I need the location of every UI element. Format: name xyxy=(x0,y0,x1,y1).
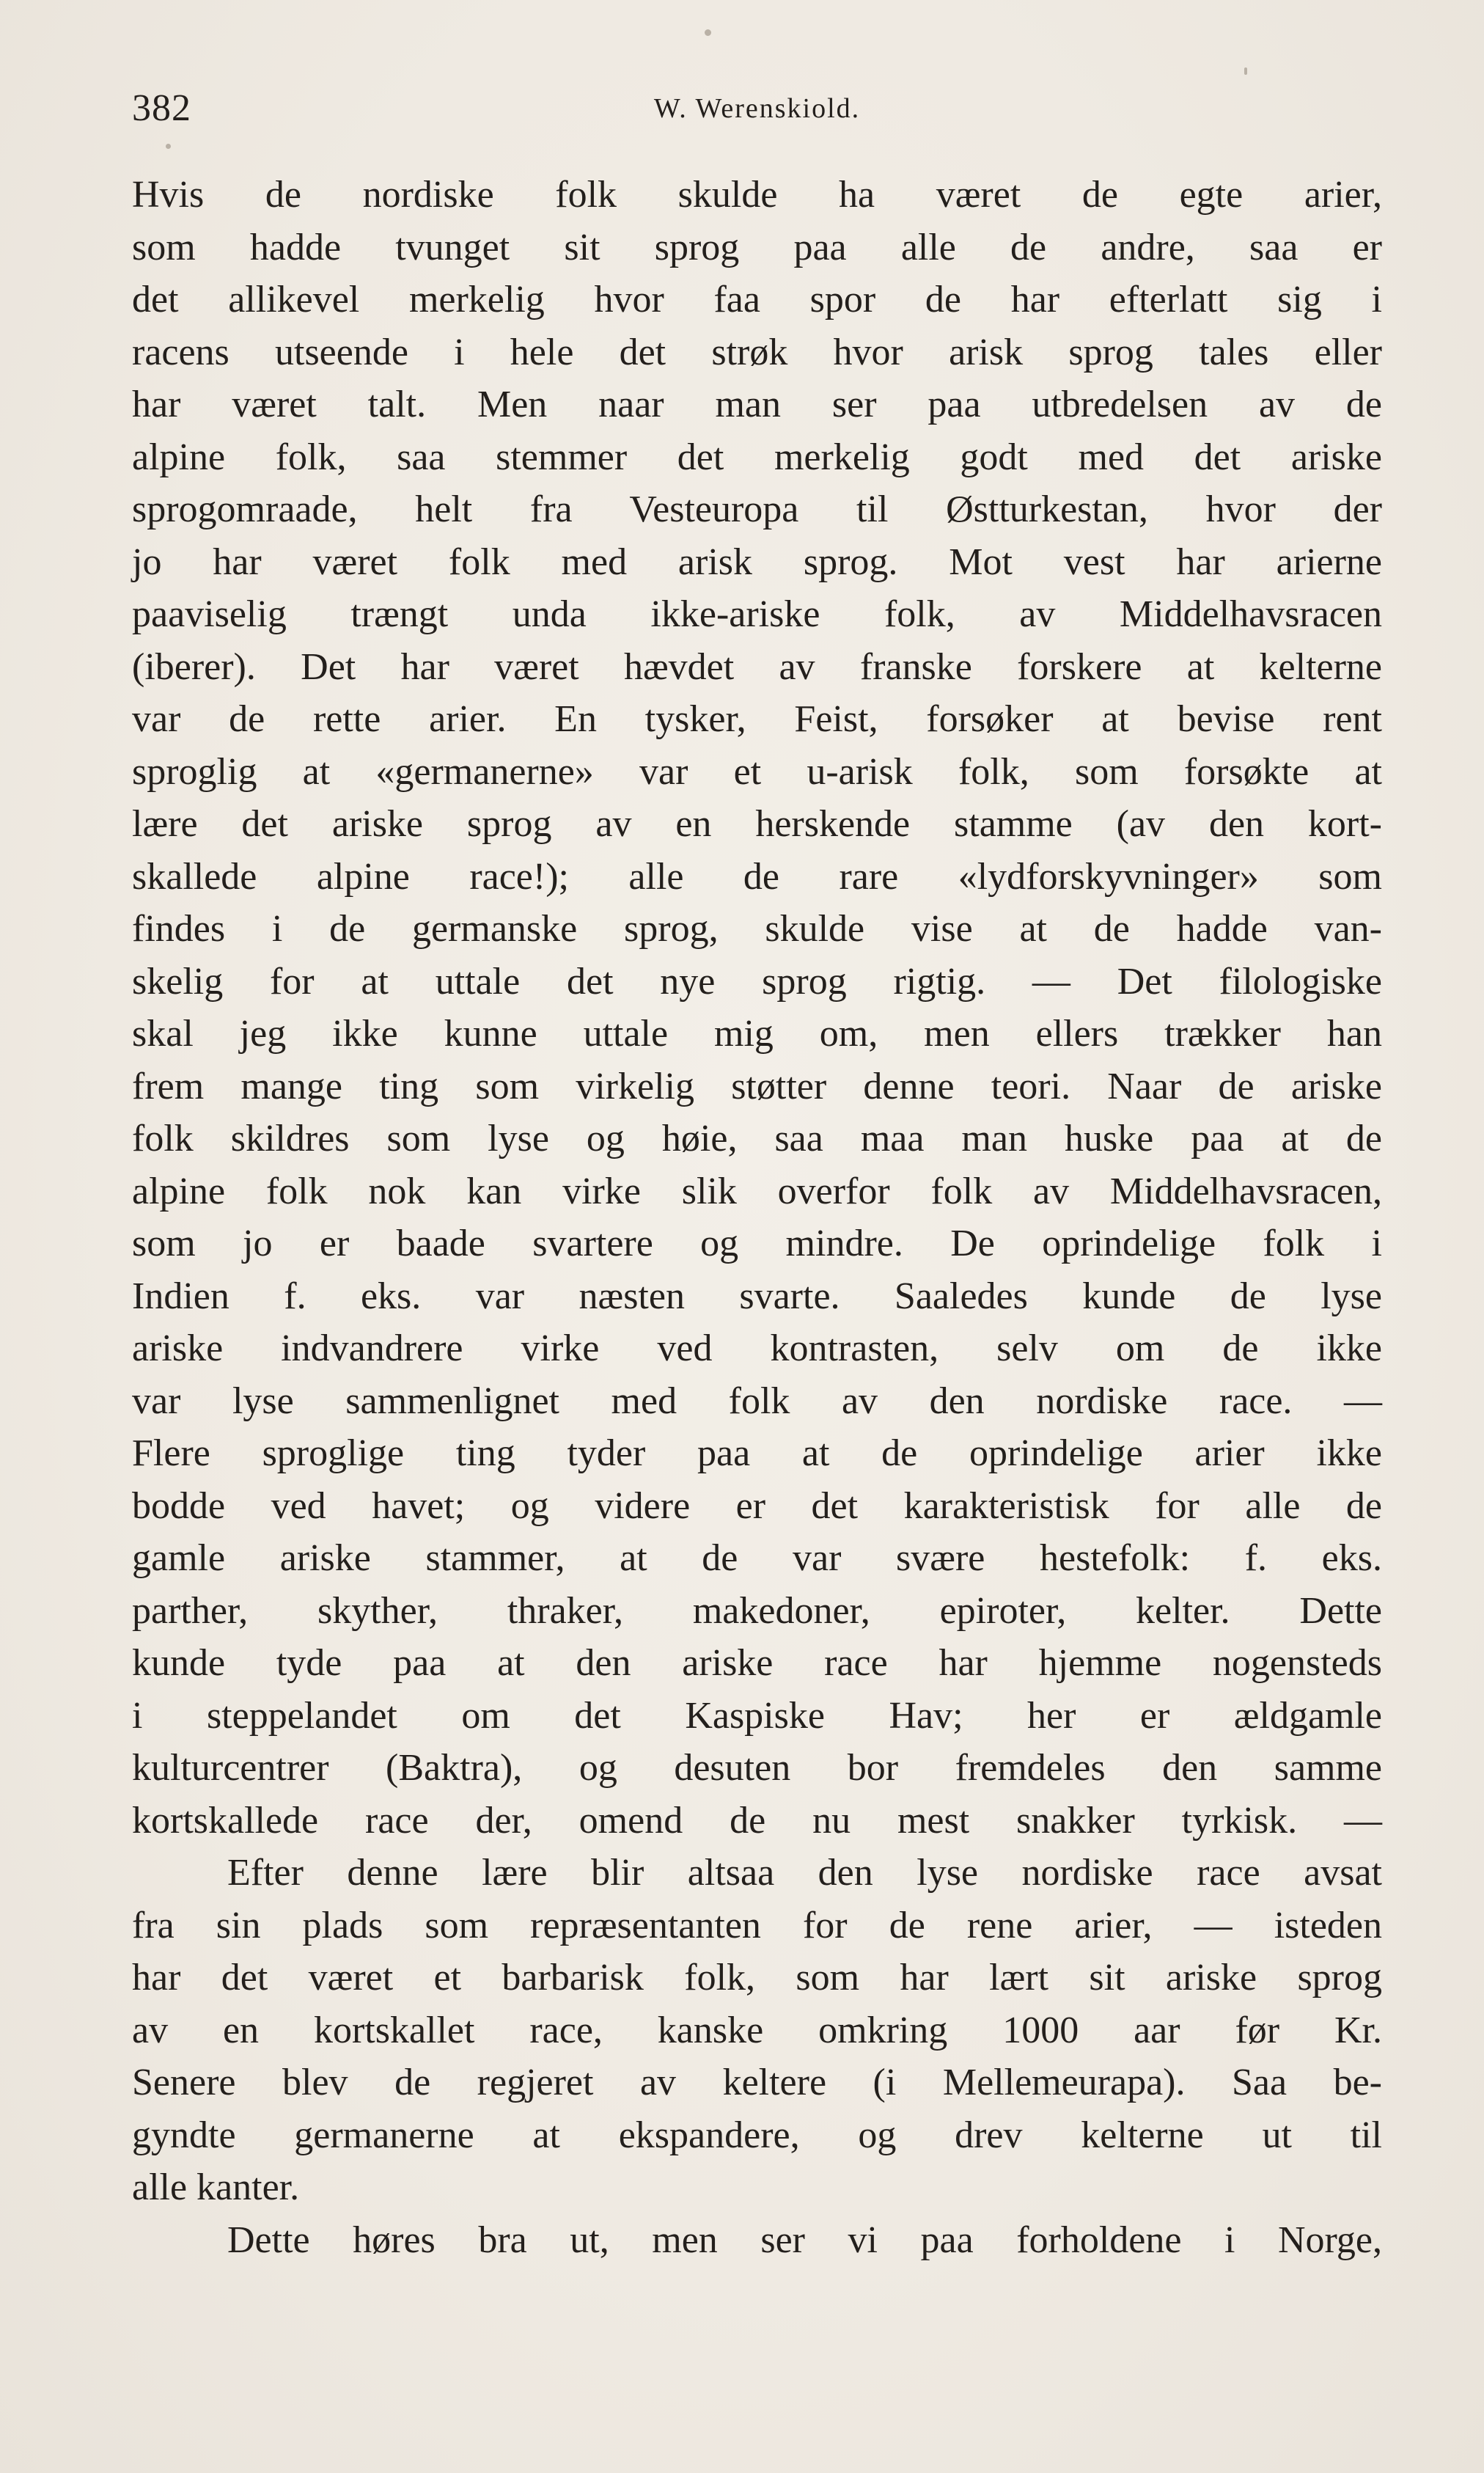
text-line: var lyse sammenlignet med folk av den nordiske race. — xyxy=(132,1380,1382,1422)
text-line: bodde ved havet; og videre er det karakteristisk for alle de xyxy=(132,1484,1382,1527)
text-line: frem mange ting som virkelig støtter denne teori. Naar de ariske xyxy=(132,1065,1382,1107)
text-line: Dette høres bra ut, men ser vi paa forholdene i Norge, xyxy=(227,2219,1382,2261)
text-line: har været talt. Men naar man ser paa utbredelsen av de xyxy=(132,384,1382,425)
text-line: findes i de germanske sprog, skulde vise at de hadde van- xyxy=(132,908,1382,950)
paper-speck xyxy=(166,144,171,149)
text-line: alpine folk, saa stemmer det merkelig godt med det ariske xyxy=(132,436,1382,478)
text-line: Indien f. eks. var næsten svarte. Saaledes kunde de lyse xyxy=(132,1275,1382,1317)
text-line: som hadde tvunget sit sprog paa alle de andre, saa er xyxy=(132,226,1382,268)
text-line: gamle ariske stammer, at de var svære hestefolk: f. eks. xyxy=(132,1537,1382,1579)
text-line: har det været et barbarisk folk, som har lært sit ariske sprog xyxy=(132,1957,1382,1998)
text-line: alle kanter. xyxy=(132,2166,300,2208)
text-line: Efter denne lære blir altsaa den lyse nordiske race avsat xyxy=(227,1852,1382,1894)
page-number: 382 xyxy=(132,87,191,129)
text-line: var de rette arier. En tysker, Feist, forsøker at bevise rent xyxy=(132,698,1382,740)
text-line: det allikevel merkelig hvor faa spor de har efterlatt sig i xyxy=(132,279,1382,320)
text-line: (iberer). Det har været hævdet av franske forskere at kelterne xyxy=(132,645,1382,688)
text-line: som jo er baade svartere og mindre. De oprindelige folk i xyxy=(132,1223,1382,1264)
text-line: alpine folk nok kan virke slik overfor folk av Middelhavsracen, xyxy=(132,1170,1382,1212)
text-line: Hvis de nordiske folk skulde ha været de egte arier, xyxy=(132,174,1382,216)
text-line: folk skildres som lyse og høie, saa maa man huske paa at de xyxy=(132,1118,1382,1159)
text-line: i steppelandet om det Kaspiske Hav; her er ældgamle xyxy=(132,1694,1382,1737)
text-line: sproglig at «germanerne» var et u-arisk folk, som forsøkte at xyxy=(132,750,1382,793)
running-title: W. Werenskiold. xyxy=(653,93,861,124)
text-line: kortskallede race der, omend de nu mest snakker tyrkisk. — xyxy=(132,1799,1382,1842)
text-line: kunde tyde paa at den ariske race har hjemme nogensteds xyxy=(132,1642,1382,1684)
body-text xyxy=(132,169,1382,2266)
text-line: kulturcentrer (Baktra), og desuten bor fremdeles den samme xyxy=(132,1747,1382,1789)
text-line: jo har været folk med arisk sprog. Mot vest har arierne xyxy=(132,541,1382,583)
running-head xyxy=(132,87,1382,138)
text-line: ariske indvandrere virke ved kontrasten, selv om de ikke xyxy=(132,1327,1382,1369)
text-line: fra sin plads som repræsentanten for de rene arier, — isteden xyxy=(132,1904,1382,1946)
text-line: av en kortskallet race, kanske omkring 1000 aar før Kr. xyxy=(132,2009,1382,2051)
paper-speck xyxy=(705,29,711,36)
text-line: racens utseende i hele det strøk hvor arisk sprog tales eller xyxy=(132,331,1382,373)
text-line: skal jeg ikke kunne uttale mig om, men ellers trækker han xyxy=(132,1013,1382,1055)
text-line: gyndte germanerne at ekspandere, og drev kelterne ut til xyxy=(132,2114,1382,2156)
text-line: paaviselig trængt unda ikke-ariske folk, av Middelhavsracen xyxy=(132,593,1382,635)
text-line: skelig for at uttale det nye sprog rigtig. — Det filologiske xyxy=(132,960,1382,1003)
text-line: lære det ariske sprog av en herskende stamme (av den kort- xyxy=(132,803,1382,845)
text-line: Flere sproglige ting tyder paa at de oprindelige arier ikke xyxy=(132,1432,1382,1474)
text-line: parther, skyther, thraker, makedoner, epiroter, kelter. Dette xyxy=(132,1589,1382,1632)
paper-speck xyxy=(1244,67,1247,75)
text-line: Senere blev de regjeret av keltere (i Mellemeurapa). Saa be- xyxy=(132,2062,1382,2103)
text-line: sprogomraade, helt fra Vesteuropa til Østturkestan, hvor der xyxy=(132,488,1382,530)
text-line: skallede alpine race!); alle de rare «lydforskyvninger» som xyxy=(132,855,1382,898)
